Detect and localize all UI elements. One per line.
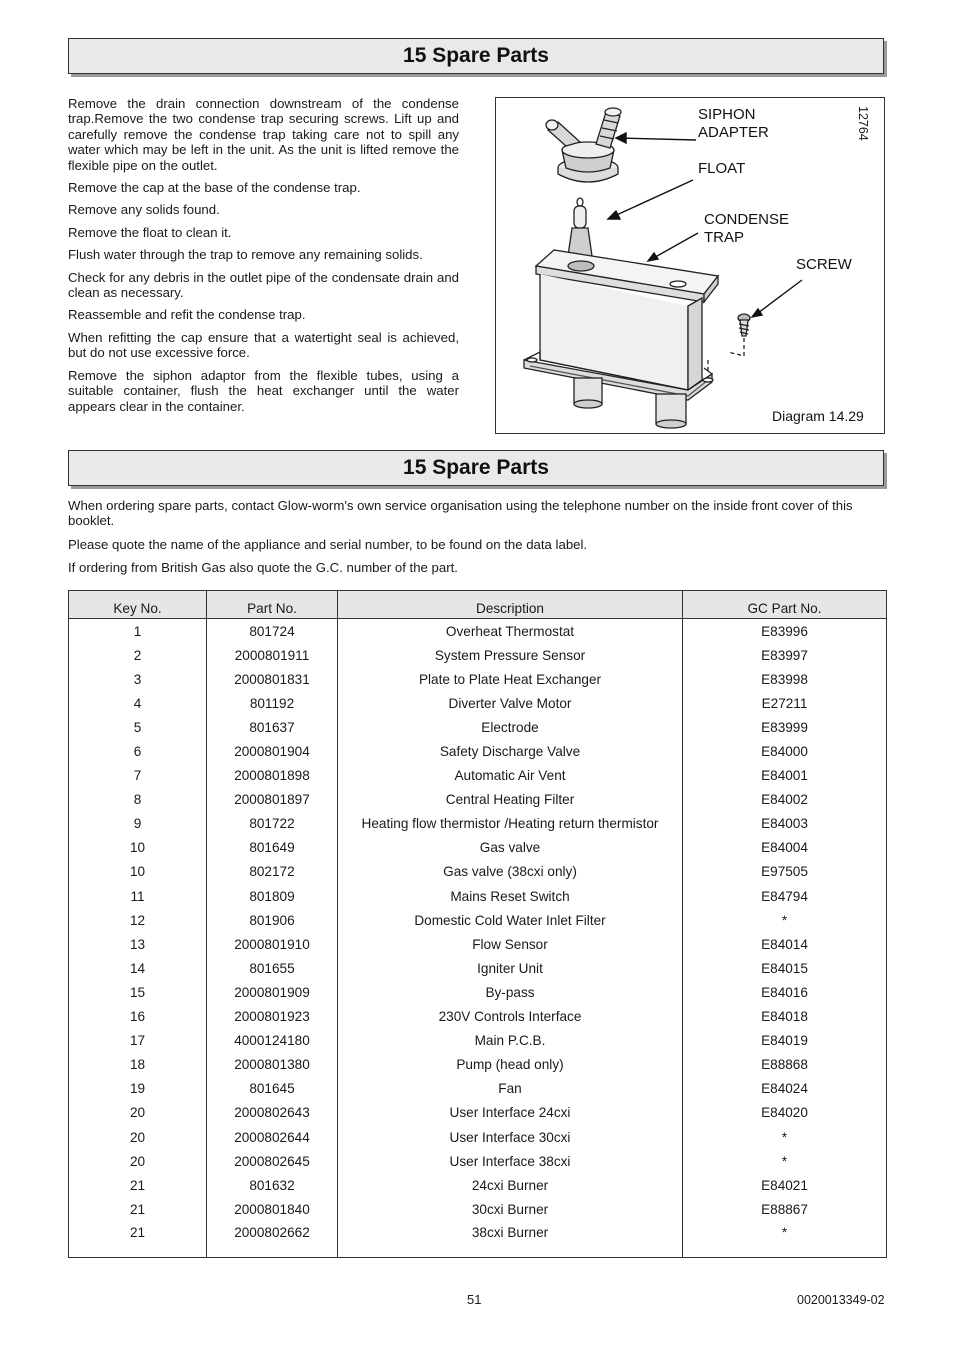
description-cell: Electrode [338, 715, 683, 739]
siphon-label-line1: SIPHON [698, 106, 756, 123]
table-row [69, 1149, 887, 1173]
part-no-cell: 801645 [207, 1077, 338, 1101]
gc-part-no-cell: E84018 [683, 1005, 887, 1029]
table-row [69, 1077, 887, 1101]
gc-part-no-cell: E84794 [683, 884, 887, 908]
part-no-cell: 801632 [207, 1173, 338, 1197]
part-no-cell: 801722 [207, 812, 338, 836]
key-no-cell: 2 [69, 643, 207, 667]
table-row [69, 1197, 887, 1221]
table-row [69, 836, 887, 860]
gc-part-no-cell: E84003 [683, 812, 887, 836]
instruction-paragraph: Remove the siphon adaptor from the flexible tubes, using a suitable container, flush the heat exchanger until the water appears clear in the container. [68, 367, 459, 414]
part-no-cell: 801906 [207, 908, 338, 932]
key-no-cell: 12 [69, 908, 207, 932]
gc-part-no-cell: E84024 [683, 1077, 887, 1101]
description-cell: Fan [338, 1077, 683, 1101]
description-cell: Automatic Air Vent [338, 764, 683, 788]
description-cell: Central Heating Filter [338, 788, 683, 812]
description-cell: 230V Controls Interface [338, 1005, 683, 1029]
part-no-cell: 2000801911 [207, 643, 338, 667]
part-no-cell: 4000124180 [207, 1029, 338, 1053]
description-cell: User Interface 30cxi [338, 1125, 683, 1149]
table-row [69, 619, 887, 644]
table-row [69, 1101, 887, 1125]
part-no-cell: 2000801910 [207, 932, 338, 956]
key-no-cell: 15 [69, 980, 207, 1004]
part-no-cell: 2000802644 [207, 1125, 338, 1149]
trap-label-line1: CONDENSE [704, 211, 790, 228]
table-row [69, 764, 887, 788]
key-no-cell: 3 [69, 667, 207, 691]
description-cell: Igniter Unit [338, 956, 683, 980]
part-no-cell: 2000802662 [207, 1221, 338, 1258]
instruction-paragraph: Flush water through the trap to remove any remaining solids. [68, 247, 423, 263]
column-header-description: Description [338, 591, 683, 619]
table-row [69, 884, 887, 908]
description-cell: Main P.C.B. [338, 1029, 683, 1053]
description-cell: System Pressure Sensor [338, 643, 683, 667]
key-no-cell: 1 [69, 619, 207, 644]
gc-part-no-cell: * [683, 908, 887, 932]
table-row [69, 860, 887, 884]
instructions-text [68, 96, 459, 421]
description-cell: Pump (head only) [338, 1053, 683, 1077]
description-cell: Domestic Cold Water Inlet Filter [338, 908, 683, 932]
part-no-cell: 2000801909 [207, 980, 338, 1004]
key-no-cell: 10 [69, 836, 207, 860]
key-no-cell: 20 [69, 1149, 207, 1173]
part-no-cell: 2000801840 [207, 1197, 338, 1221]
table-header-row [69, 591, 887, 619]
table-row [69, 812, 887, 836]
description-cell: By-pass [338, 980, 683, 1004]
key-no-cell: 4 [69, 691, 207, 715]
key-no-cell: 20 [69, 1125, 207, 1149]
part-no-cell: 2000801923 [207, 1005, 338, 1029]
key-no-cell: 10 [69, 860, 207, 884]
description-cell: Gas valve (38cxi only) [338, 860, 683, 884]
page-number: 51 [467, 1292, 482, 1307]
key-no-cell: 16 [69, 1005, 207, 1029]
table-row [69, 1125, 887, 1149]
gc-part-no-cell: E84015 [683, 956, 887, 980]
gc-part-no-cell: E88867 [683, 1197, 887, 1221]
trap-label-line2: TRAP [704, 229, 745, 246]
part-no-cell: 2000801897 [207, 788, 338, 812]
gc-part-no-cell: E84019 [683, 1029, 887, 1053]
description-cell: 30cxi Burner [338, 1197, 683, 1221]
gc-part-no-cell: E83998 [683, 667, 887, 691]
description-cell: Heating flow thermistor /Heating return thermistor [338, 812, 683, 836]
description-cell: Safety Discharge Valve [338, 739, 683, 763]
intro-paragraph: When ordering spare parts, contact Glow-worm's own service organisation using the telephone number on the inside front cover of this booklet. [68, 498, 853, 529]
part-no-cell: 2000801831 [207, 667, 338, 691]
key-no-cell: 18 [69, 1053, 207, 1077]
instruction-paragraph: Remove the float to clean it. [68, 224, 232, 240]
key-no-cell: 9 [69, 812, 207, 836]
spare-parts-table [68, 590, 887, 1258]
diagram-reference-number: 12764 [856, 106, 870, 141]
gc-part-no-cell: E83999 [683, 715, 887, 739]
instruction-paragraph: Reassemble and refit the condense trap. [68, 307, 306, 323]
key-no-cell: 20 [69, 1101, 207, 1125]
key-no-cell: 21 [69, 1221, 207, 1258]
table-row [69, 980, 887, 1004]
table-body [69, 619, 887, 1258]
table-row [69, 956, 887, 980]
part-no-cell: 2000802645 [207, 1149, 338, 1173]
table-row [69, 667, 887, 691]
description-cell: Diverter Valve Motor [338, 691, 683, 715]
diagram-caption: Diagram 14.29 [772, 408, 864, 424]
table-row [69, 1053, 887, 1077]
gc-part-no-cell: E84016 [683, 980, 887, 1004]
table-row [69, 1173, 887, 1197]
key-no-cell: 11 [69, 884, 207, 908]
gc-part-no-cell: E84001 [683, 764, 887, 788]
table-row [69, 715, 887, 739]
section-title: 15 Spare Parts [403, 456, 549, 479]
part-no-cell: 802172 [207, 860, 338, 884]
table-row [69, 691, 887, 715]
key-no-cell: 19 [69, 1077, 207, 1101]
gc-part-no-cell: E97505 [683, 860, 887, 884]
intro-paragraph: If ordering from British Gas also quote the G.C. number of the part. [68, 560, 458, 576]
condense-trap-diagram [495, 97, 885, 434]
instruction-paragraph: When refitting the cap ensure that a watertight seal is achieved, but do not use excessive force. [68, 329, 459, 361]
key-no-cell: 6 [69, 739, 207, 763]
key-no-cell: 21 [69, 1173, 207, 1197]
description-cell: User Interface 38cxi [338, 1149, 683, 1173]
siphon-adapter-label [698, 106, 769, 142]
section-title-banner-bottom [68, 450, 884, 486]
gc-part-no-cell: E84014 [683, 932, 887, 956]
gc-part-no-cell: E83996 [683, 619, 887, 644]
instruction-paragraph: Check for any debris in the outlet pipe of the condensate drain and clean as necessary. [68, 269, 459, 301]
description-cell: Plate to Plate Heat Exchanger [338, 667, 683, 691]
description-cell: Mains Reset Switch [338, 884, 683, 908]
section-title-banner-top [68, 38, 884, 74]
gc-part-no-cell: E84004 [683, 836, 887, 860]
part-no-cell: 801637 [207, 715, 338, 739]
description-cell: Gas valve [338, 836, 683, 860]
gc-part-no-cell: * [683, 1125, 887, 1149]
description-cell: User Interface 24cxi [338, 1101, 683, 1125]
table-row [69, 932, 887, 956]
gc-part-no-cell: E84020 [683, 1101, 887, 1125]
table-row [69, 788, 887, 812]
gc-part-no-cell: E27211 [683, 691, 887, 715]
column-header-part-no: Part No. [207, 591, 338, 619]
key-no-cell: 5 [69, 715, 207, 739]
key-no-cell: 14 [69, 956, 207, 980]
part-no-cell: 2000802643 [207, 1101, 338, 1125]
gc-part-no-cell: E83997 [683, 643, 887, 667]
description-cell: Overheat Thermostat [338, 619, 683, 644]
condense-trap-label [704, 211, 789, 247]
part-no-cell: 2000801898 [207, 764, 338, 788]
column-header-key-no: Key No. [69, 591, 207, 619]
part-no-cell: 2000801380 [207, 1053, 338, 1077]
part-no-cell: 801724 [207, 619, 338, 644]
table-row [69, 1029, 887, 1053]
part-no-cell: 2000801904 [207, 739, 338, 763]
part-no-cell: 801192 [207, 691, 338, 715]
key-no-cell: 13 [69, 932, 207, 956]
gc-part-no-cell: E84002 [683, 788, 887, 812]
key-no-cell: 7 [69, 764, 207, 788]
table-row [69, 1005, 887, 1029]
table-row [69, 643, 887, 667]
section-title: 15 Spare Parts [403, 44, 549, 67]
part-no-cell: 801809 [207, 884, 338, 908]
gc-part-no-cell: E84000 [683, 739, 887, 763]
description-cell: Flow Sensor [338, 932, 683, 956]
gc-part-no-cell: E84021 [683, 1173, 887, 1197]
ordering-intro [68, 498, 886, 584]
instruction-paragraph: Remove any solids found. [68, 202, 220, 218]
gc-part-no-cell: * [683, 1149, 887, 1173]
float-label: FLOAT [698, 160, 746, 177]
table-row [69, 1221, 887, 1258]
column-header-gc-part-no: GC Part No. [683, 591, 887, 619]
siphon-label-line2: ADAPTER [698, 124, 769, 141]
gc-part-no-cell: E88868 [683, 1053, 887, 1077]
document-number: 0020013349-02 [797, 1293, 885, 1307]
key-no-cell: 8 [69, 788, 207, 812]
table-row [69, 739, 887, 763]
key-no-cell: 17 [69, 1029, 207, 1053]
screw-label: SCREW [796, 256, 852, 273]
key-no-cell: 21 [69, 1197, 207, 1221]
instruction-paragraph: Remove the drain connection downstream of the condense trap.Remove the two condense trap securing screws. Lift up and carefully remove the condense trap taking care not to spill any water which may be left in the unit. As the unit is lifted remove the flexible pipe on the outlet. [68, 96, 459, 173]
instruction-paragraph: Remove the cap at the base of the condense trap. [68, 180, 361, 196]
table-row [69, 908, 887, 932]
intro-paragraph: Please quote the name of the appliance and serial number, to be found on the data label. [68, 536, 588, 552]
gc-part-no-cell: * [683, 1221, 887, 1258]
part-no-cell: 801655 [207, 956, 338, 980]
part-no-cell: 801649 [207, 836, 338, 860]
description-cell: 38cxi Burner [338, 1221, 683, 1258]
description-cell: 24cxi Burner [338, 1173, 683, 1197]
